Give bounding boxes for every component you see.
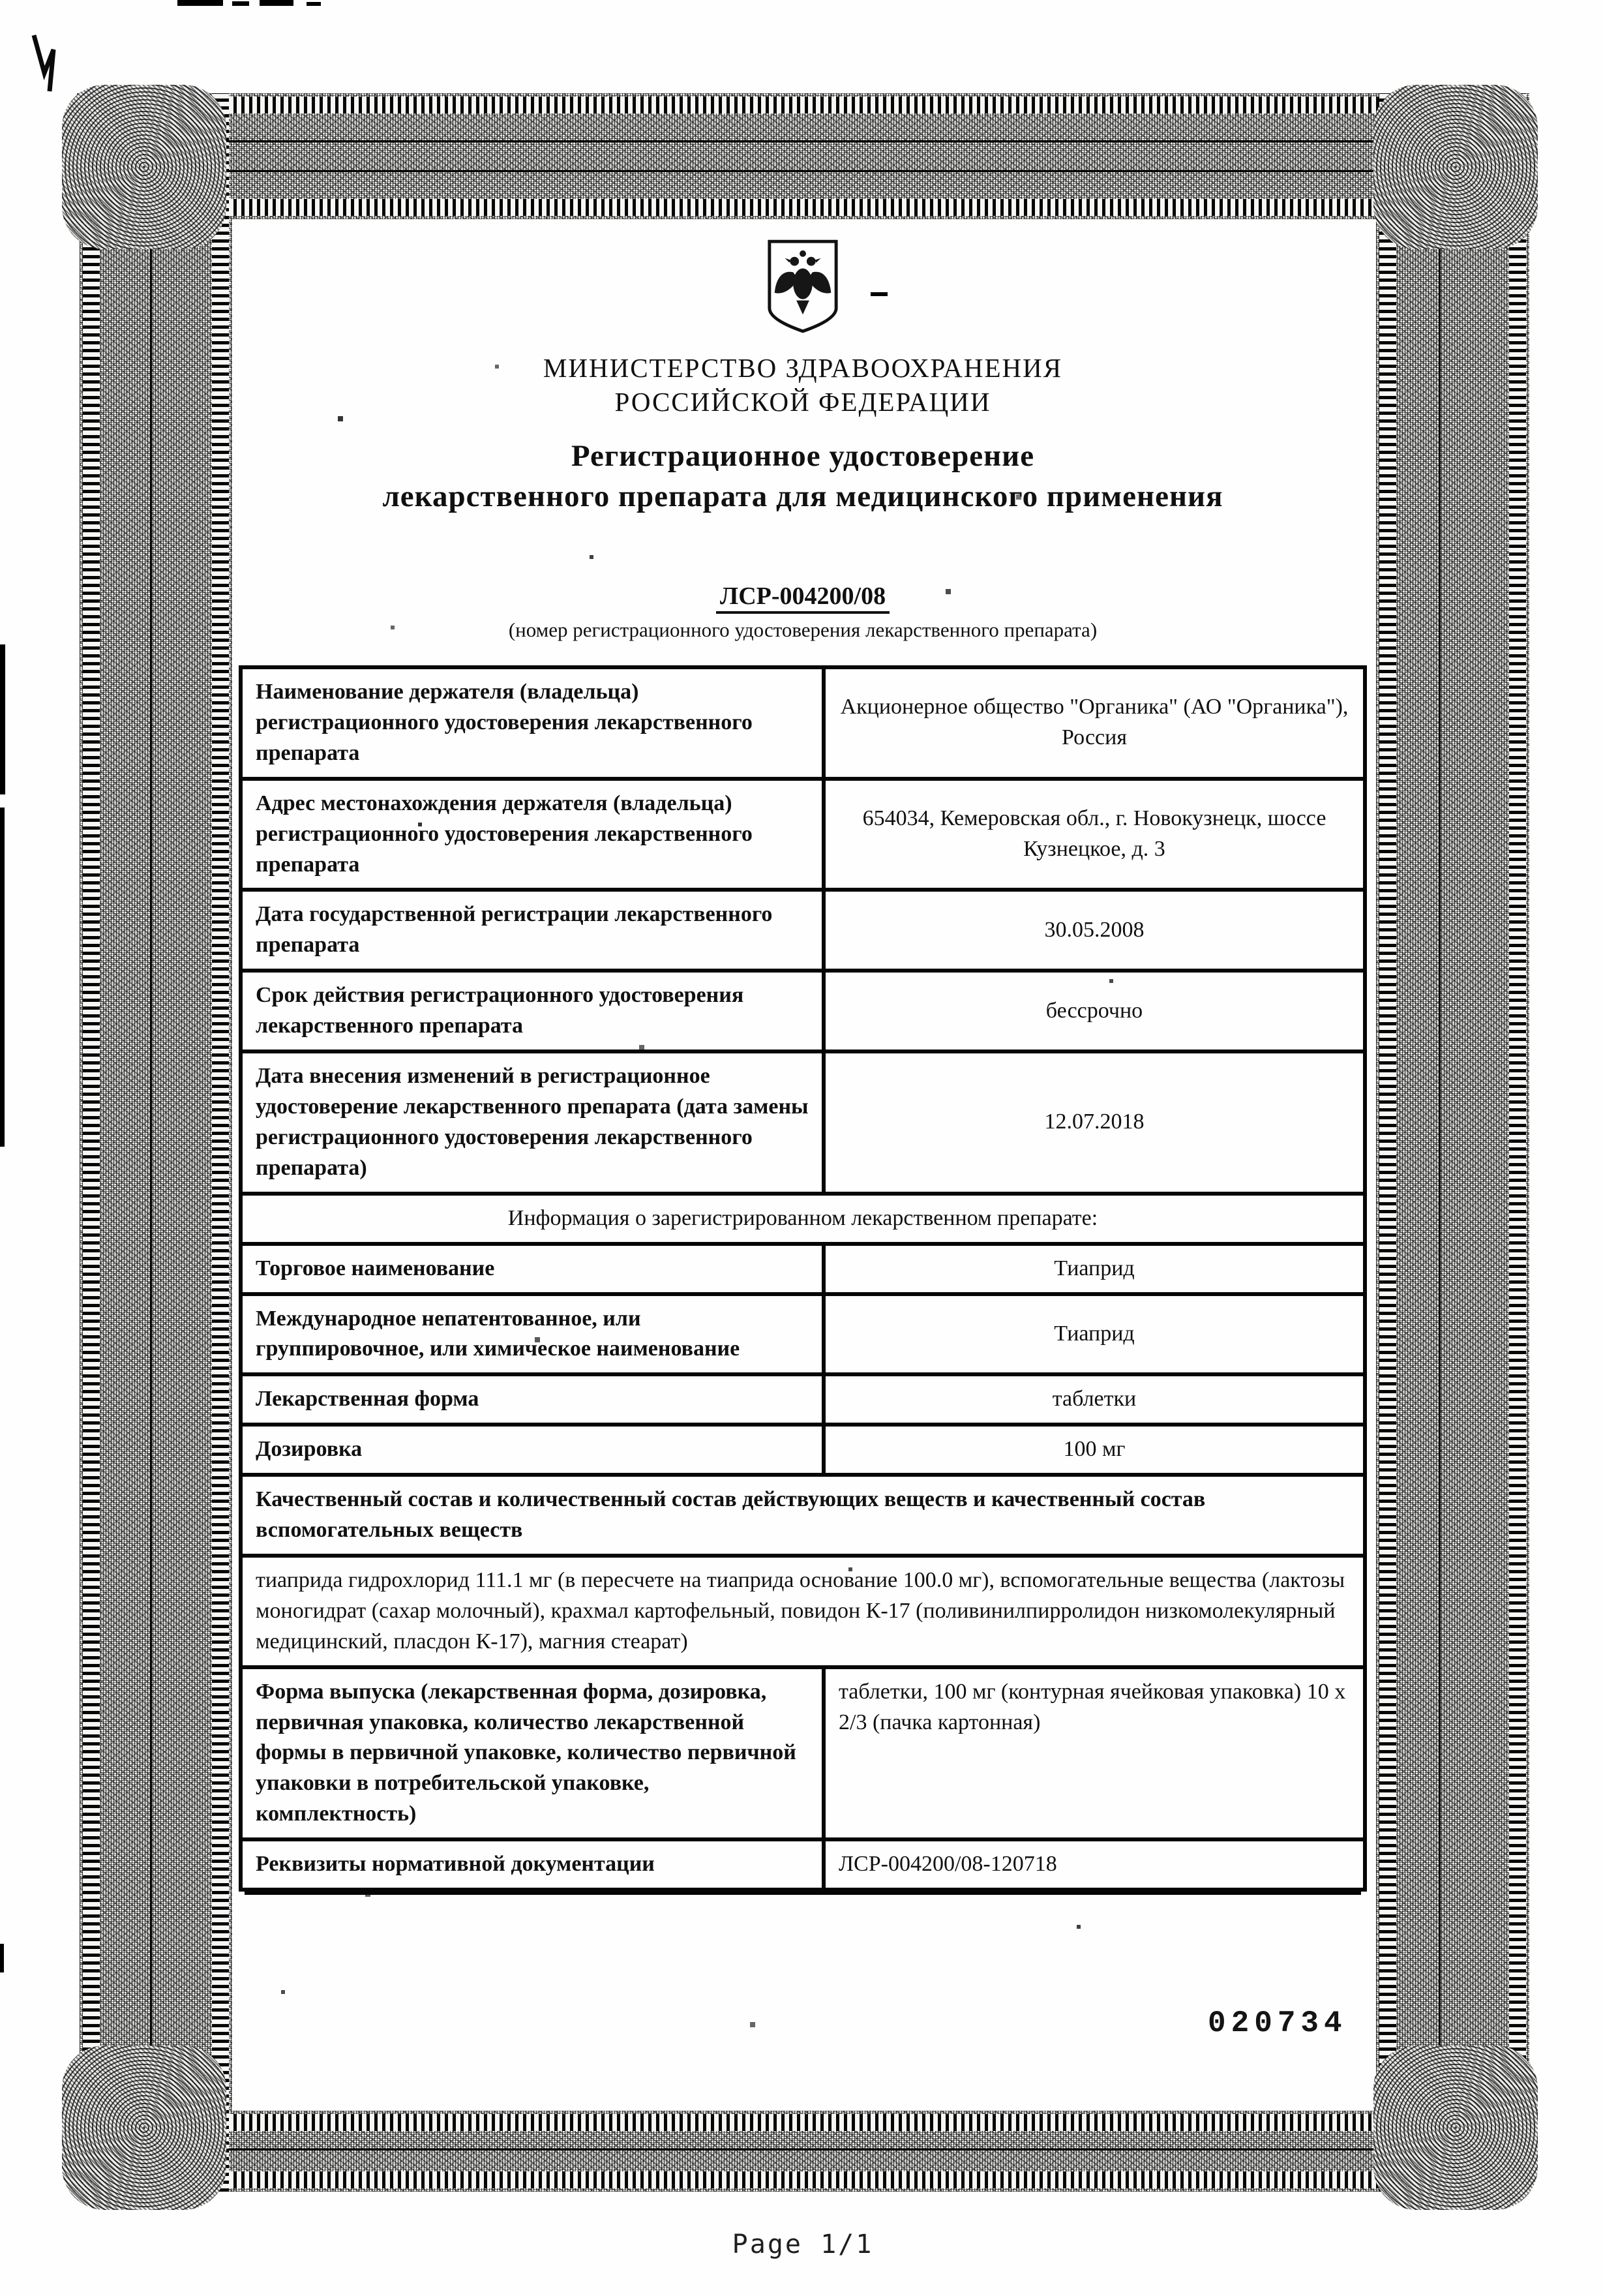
table-row bbox=[241, 1667, 1365, 1840]
title-line2: лекарственного препарата для медицинского применения bbox=[382, 479, 1223, 514]
table-row bbox=[241, 1294, 1365, 1375]
row-label: Срок действия регистрационного удостоверения лекарственного препарата bbox=[241, 971, 824, 1051]
row-value: 100 мг bbox=[824, 1425, 1365, 1475]
row-label: Дозировка bbox=[241, 1425, 824, 1475]
row-label: Реквизиты нормативной документации bbox=[241, 1839, 824, 1890]
table-row bbox=[241, 890, 1365, 971]
registration-number-value: ЛСР-004200/08 bbox=[716, 582, 890, 614]
table-row bbox=[241, 779, 1365, 890]
scan-noise bbox=[307, 2, 321, 6]
guilloche-border-bottom bbox=[77, 2111, 1521, 2192]
row-value: 30.05.2008 bbox=[824, 890, 1365, 971]
border-corner-rosette bbox=[62, 2046, 226, 2210]
row-label: Форма выпуска (лекарственная форма, дозировка, первичная упаковка, количество лекарственной формы в первичной упаковке, количество первичной упаковки в потребительской упаковке, комплектность) bbox=[241, 1667, 824, 1840]
guilloche-border-right bbox=[1376, 93, 1529, 2192]
row-value: таблетки, 100 мг (контурная ячейковая упаковка) 10 х 2/3 (пачка картонная) bbox=[824, 1667, 1365, 1840]
page-footer: Page 1/1 bbox=[732, 2229, 874, 2259]
handwritten-mark-icon bbox=[27, 33, 69, 95]
row-value: таблетки bbox=[824, 1374, 1365, 1425]
border-rule bbox=[77, 140, 1521, 142]
scan-noise bbox=[0, 644, 5, 794]
row-label: Международное непатентованное, или группировочное, или химическое наименование bbox=[241, 1294, 824, 1375]
section-header: Информация о зарегистрированном лекарственном препарате: bbox=[241, 1194, 1365, 1244]
ministry-line2: РОССИЙСКОЙ ФЕДЕРАЦИИ bbox=[614, 387, 991, 417]
row-label: Дата государственной регистрации лекарственного препарата bbox=[241, 890, 824, 971]
row-label: Дата внесения изменений в регистрационное удостоверение лекарственного препарата (дата замены регистрационного удостоверения лекарственного препарата) bbox=[241, 1051, 824, 1194]
border-corner-rosette bbox=[1373, 85, 1538, 249]
border-rule bbox=[77, 2149, 1521, 2151]
guilloche-border-top bbox=[77, 93, 1521, 219]
scan-noise bbox=[871, 292, 888, 296]
scan-noise bbox=[232, 1, 249, 6]
row-value: ЛСР-004200/08-120718 bbox=[824, 1839, 1365, 1890]
border-rule bbox=[150, 93, 152, 2192]
composition-text: тиаприда гидрохлорид 111.1 мг (в пересчете на тиаприда основание 100.0 мг), вспомогательные вещества (лактозы моногидрат (сахар молочный), крахмал картофельный, повидон К-17 (поливинилпирролидон низкомолекулярный медицинский, пласдон К-17), магния стеарат) bbox=[241, 1556, 1365, 1667]
table-row bbox=[241, 1051, 1365, 1194]
title-line1: Регистрационное удостоверение bbox=[571, 439, 1035, 473]
table-row bbox=[241, 1374, 1365, 1425]
border-rule bbox=[1439, 93, 1441, 2192]
row-value: Тиаприд bbox=[824, 1244, 1365, 1294]
table-row bbox=[241, 971, 1365, 1051]
border-corner-rosette bbox=[62, 85, 226, 249]
scan-noise bbox=[0, 1944, 4, 1972]
row-value: 654034, Кемеровская обл., г. Новокузнецк, шоссе Кузнецкое, д. 3 bbox=[824, 779, 1365, 890]
row-value: 12.07.2018 bbox=[824, 1051, 1365, 1194]
document-title bbox=[239, 436, 1367, 517]
table-row bbox=[241, 1839, 1365, 1890]
row-label: Адрес местонахождения держателя (владельца) регистрационного удостоверения лекарственного препарата bbox=[241, 779, 824, 890]
coat-of-arms-icon bbox=[764, 239, 841, 334]
table-row bbox=[241, 667, 1365, 779]
table-row bbox=[241, 1556, 1365, 1667]
scan-noise bbox=[177, 0, 223, 6]
border-corner-rosette bbox=[1373, 2046, 1538, 2210]
guilloche-border-left bbox=[80, 93, 232, 2192]
composition-header: Качественный состав и количественный состав действующих веществ и качественный состав вспомогательных веществ bbox=[241, 1475, 1365, 1556]
scan-noise bbox=[0, 808, 5, 1147]
scan-noise bbox=[260, 0, 293, 6]
row-value: Акционерное общество "Органика" (АО "Органика"), Россия bbox=[824, 667, 1365, 779]
row-value: бессрочно bbox=[824, 971, 1365, 1051]
row-label: Торговое наименование bbox=[241, 1244, 824, 1294]
border-texture bbox=[77, 93, 1521, 219]
table-row bbox=[241, 1244, 1365, 1294]
row-label: Лекарственная форма bbox=[241, 1374, 824, 1425]
ministry-name bbox=[239, 351, 1367, 419]
registration-number bbox=[239, 582, 1367, 611]
border-rule bbox=[77, 170, 1521, 172]
table-row bbox=[241, 1425, 1365, 1475]
ministry-line1: МИНИСТЕРСТВО ЗДРАВООХРАНЕНИЯ bbox=[543, 353, 1063, 383]
border-texture bbox=[80, 93, 232, 2192]
certificate-table bbox=[239, 665, 1367, 1892]
row-label: Наименование держателя (владельца) регистрационного удостоверения лекарственного препарата bbox=[241, 667, 824, 779]
row-value: Тиаприд bbox=[824, 1294, 1365, 1375]
stamp-number: 020734 bbox=[1208, 2006, 1347, 2040]
table-row bbox=[241, 1475, 1365, 1556]
border-texture bbox=[77, 2111, 1521, 2192]
scan-speckles bbox=[0, 0, 3, 3]
border-texture bbox=[1376, 93, 1529, 2192]
registration-number-note: (номер регистрационного удостоверения лекарственного препарата) bbox=[508, 618, 1098, 641]
table-row bbox=[241, 1194, 1365, 1244]
